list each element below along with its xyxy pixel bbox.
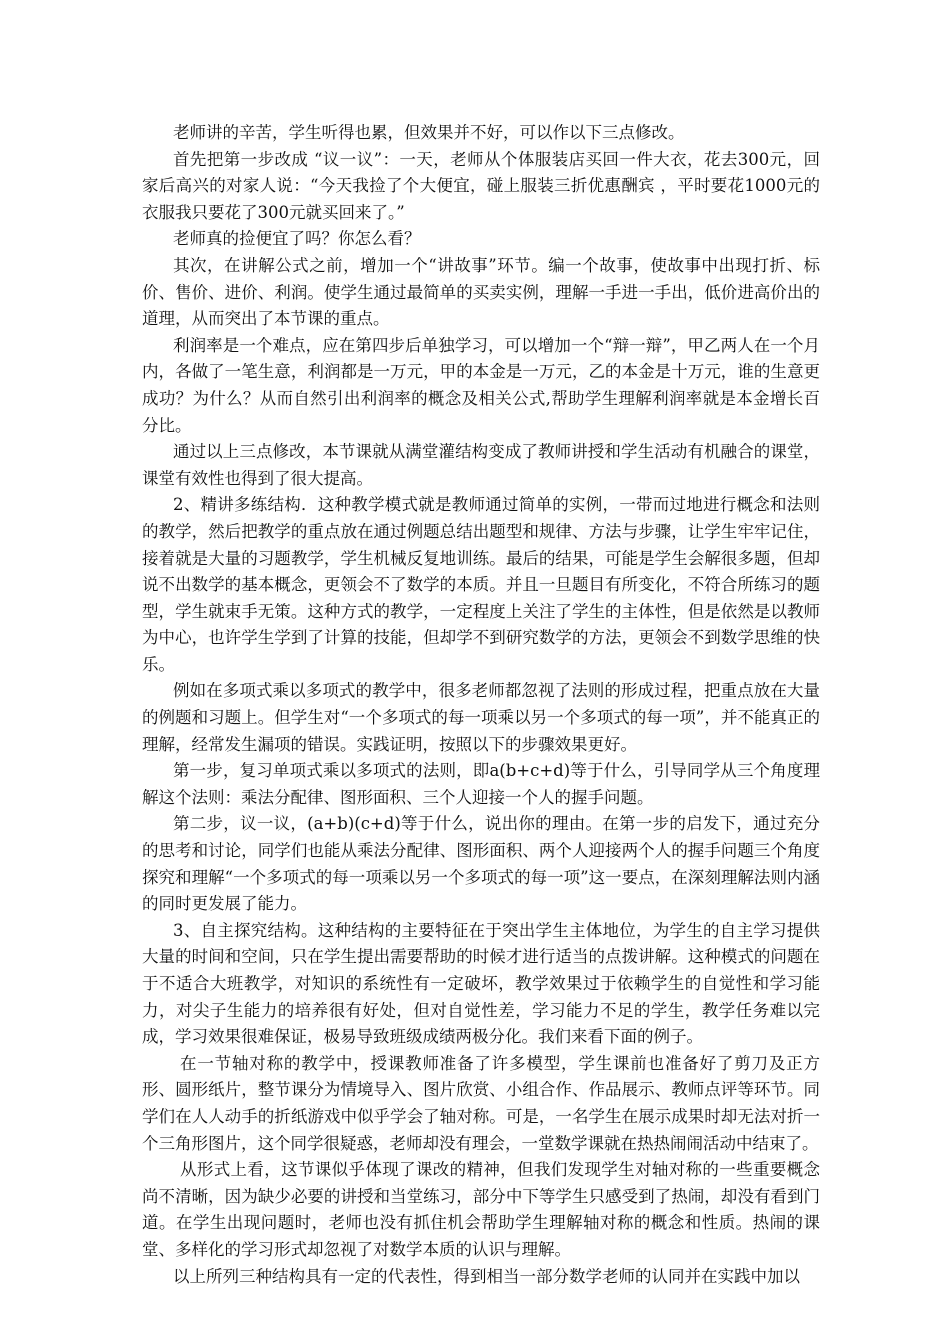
paragraph-5: 利润率是一个难点，应在第四步后单独学习，可以增加一个“辩一辩”，甲乙两人在一个月内，各做了一笔生意，利润都是一万元，甲的本金是一万元，乙的本金是十万元，谁的生意更成功？为什么？从而自然引出利润率的概念及相关公式,帮助学生理解利润率就是本金增长百分比。 [142, 335, 820, 435]
paragraph-8: 例如在多项式乘以多项式的教学中，很多老师都忽视了法则的形成过程，把重点放在大量的例题和习题上。但学生对“一个多项式的每一项乘以另一个多项式的每一项”，并不能真正的理解，经常发生漏项的错误。实践证明，按照以下的步骤效果更好。 [142, 681, 820, 754]
paragraph-4: 其次，在讲解公式之前，增加一个“讲故事”环节。编一个故事，使故事中出现打折、标价、售价、进价、利润。使学生通过最简单的买卖实例，理解一手进一手出，低价进高价出的道理，从而突出了本节课的重点。 [142, 255, 820, 329]
paragraph-3: 老师真的捡便宜了吗？你怎么看？ [173, 229, 421, 249]
paragraph-14: 以上所列三种结构具有一定的代表性，得到相当一部分数学老师的认同并在实践中加以 [173, 1266, 800, 1286]
paragraph-1: 老师讲的辛苦，学生听得也累，但效果并不好，可以作以下三点修改。 [173, 123, 685, 142]
paragraph-13: 从形式上看，这节课似乎体现了课改的精神，但我们发现学生对轴对称的一些重要概念尚不清晰，因为缺少必要的讲授和当堂练习，部分中下等学生只感受到了热闹，却没有看到门道。在学生出现问题时，老师也没有抓住机会帮助学生理解轴对称的概念和性质。热闹的课堂、多样化的学习形式却忽视了对数学本质的认识与理解。 [142, 1160, 820, 1259]
paragraph-2: 首先把第一步改成 “议一议”：一天，老师从个体服装店买回一件大衣，花去300元，回家后高兴的对家人说：“今天我捡了个大便宜，碰上服装三折优惠酬宾 ，平时要花1000元的衣服我只要花了300元就买回来了。” [142, 149, 820, 222]
paragraph-11: 3、自主探究结构。这种结构的主要特征在于突出学生主体地位，为学生的自主学习提供大量的时间和空间，只在学生提出需要帮助的时候才进行适当的点拨讲解。这种模式的问题在于不适合大班教学，对知识的系统性有一定破坏，教学效果过于依赖学生的自觉性和学习能力，对尖子生能力的培养很有好处，但对自觉性差，学习能力不足的学生，教学任务难以完成，学习效果很难保证，极易导致班级成绩两极分化。我们来看下面的例子。 [142, 920, 820, 1047]
paragraph-6: 通过以上三点修改，本节课就从满堂灌结构变成了教师讲授和学生活动有机融合的课堂，课堂有效性也得到了很大提高。 [142, 442, 820, 488]
paragraph-12: 在一节轴对称的教学中，授课教师准备了许多模型，学生课前也准备好了剪刀及正方形、圆形纸片，整节课分为情境导入、图片欣赏、小组合作、作品展示、教师点评等环节。同学们在人人动手的折纸游戏中似乎学会了轴对称。可是，一名学生在展示成果时却无法对折一个三角形图片，这个同学很疑惑，老师却没有理会，一堂数学课就在热热闹闹活动中结束了。 [142, 1053, 820, 1153]
paragraph-7: 2、精讲多练结构．这种教学模式就是教师通过简单的实例，一带而过地进行概念和法则的教学，然后把教学的重点放在通过例题总结出题型和规律、方法与步骤，让学生牢牢记住，接着就是大量的习题教学，学生机械反复地训练。最后的结果，可能是学生会解很多题，但却说不出数学的基本概念，更领会不了数学的本质。并且一旦题目有所变化，不符合所练习的题型，学生就束手无策。这种方式的教学，一定程度上关注了学生的主体性，但是依然是以教师为中心，也许学生学到了计算的技能，但却学不到研究数学的方法，更领会不到数学思维的快乐。 [142, 495, 820, 674]
paragraph-9: 第一步，复习单项式乘以多项式的法则，即a(b+c+d)等于什么，引导同学从三个角度理解这个法则：乘法分配律、图形面积、三个人迎接一个人的握手问题。 [142, 761, 820, 807]
document-page [142, 120, 820, 1290]
paragraph-10: 第二步，议一议，(a+b)(c+d)等于什么，说出你的理由。在第一步的启发下，通过充分的思考和讨论，同学们也能从乘法分配律、图形面积、两个人迎接两个人的握手问题三个角度探究和理解“一个多项式的每一项乘以另一个多项式的每一项”这一要点，在深刻理解法则内涵的同时更发展了能力。 [142, 814, 820, 914]
